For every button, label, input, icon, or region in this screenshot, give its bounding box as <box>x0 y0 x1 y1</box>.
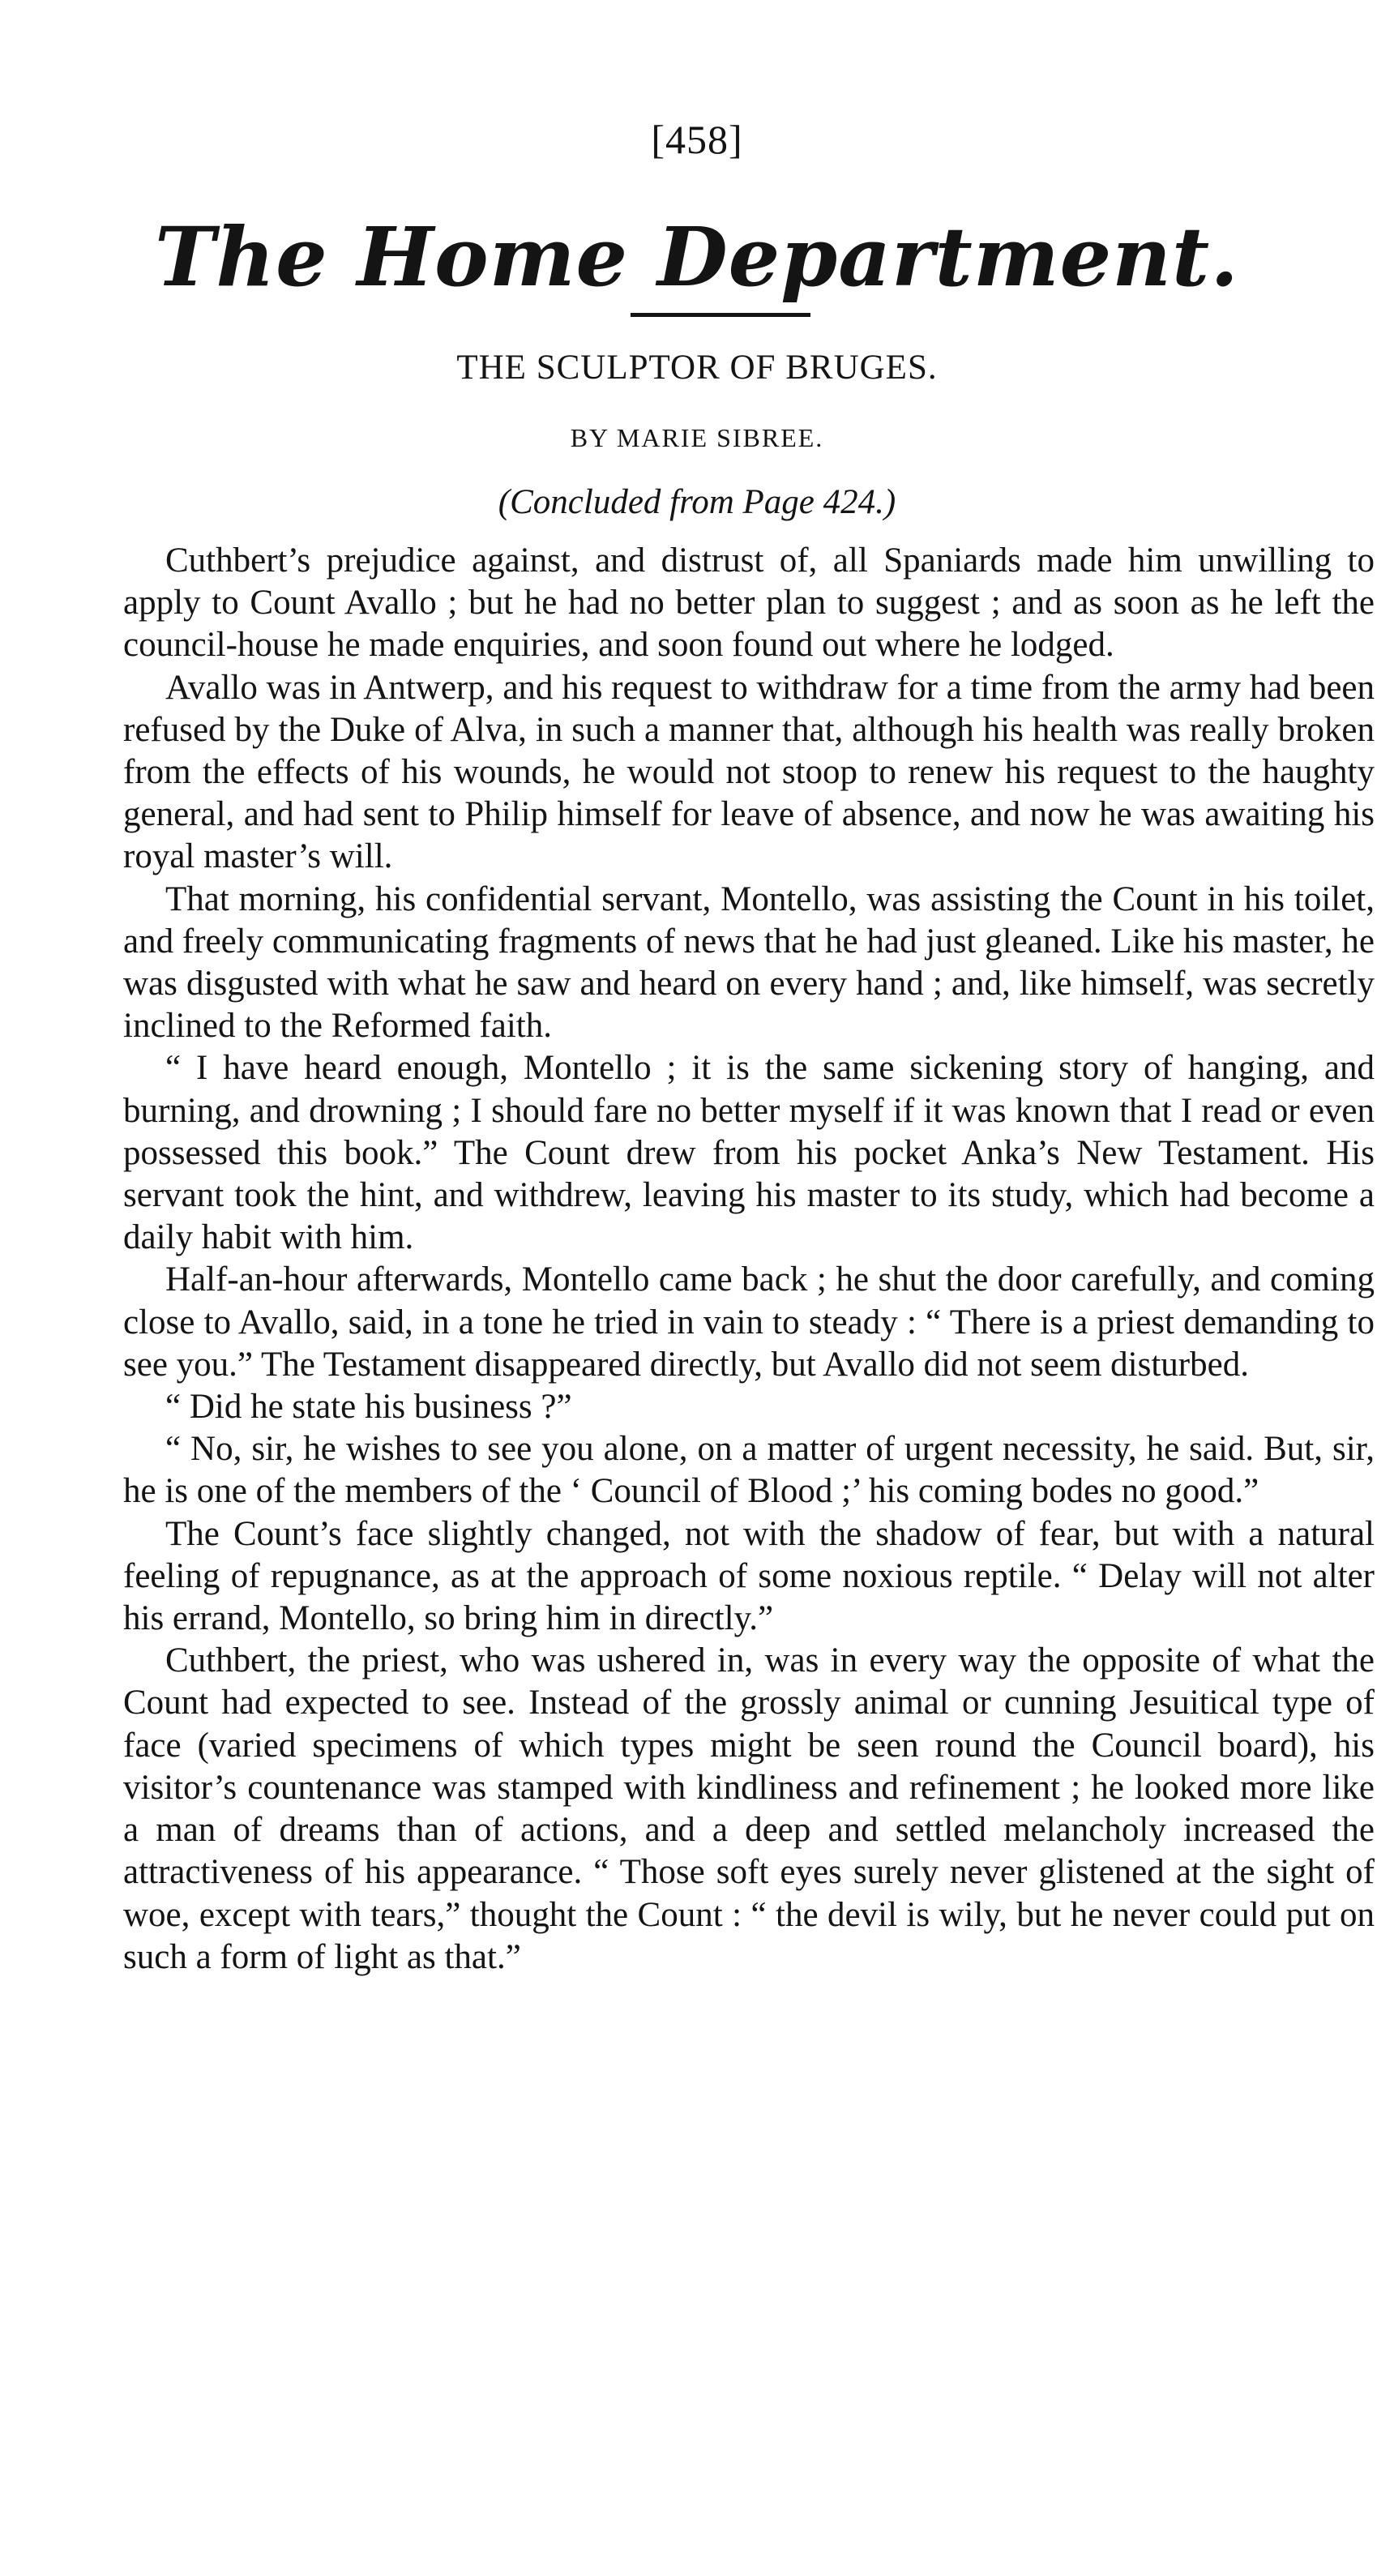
body-paragraph: “ No, sir, he wishes to see you alone, on a matter of urgent necessity, he said. But, sir, he is one of the members of the ‘ Council of Blood ;’ his coming bodes no good.” <box>123 1430 1375 1511</box>
body-paragraph: “ I have heard enough, Montello ; it is the same sickening story of hanging, and burning, and drowning ; I should fare no better myself if it was known that I read or even possessed this book.” The Count drew from his pocket Anka’s New Testament. His servant took the hint, and withdrew, leaving his master to its study, which had become a daily habit with him. <box>123 1049 1375 1257</box>
body-paragraph: “ Did he state his business ?” <box>165 1388 572 1427</box>
story-title: THE SCULPTOR OF BRUGES. <box>456 349 938 387</box>
author-byline: BY MARIE SIBREE. <box>570 423 824 452</box>
section-title: The Home Department. <box>154 209 1240 305</box>
title-divider <box>631 313 810 317</box>
body-paragraph: Avallo was in Antwerp, and his request to withdraw for a time from the army had been refused by the Duke of Alva, in such a manner that, although his health was really broken from the effects of his wounds, he would not stoop to renew his request to the haughty general, and had sent to Philip himself for leave of absence, and now he was awaiting his royal master’s will. <box>123 668 1375 876</box>
continuation-note: (Concluded from Page 424.) <box>498 483 896 521</box>
article-body <box>123 540 1375 1979</box>
body-paragraph: Cuthbert’s prejudice against, and distrust of, all Spaniards made him unwilling to apply to Count Avallo ; but he had no better plan to suggest ; and as soon as he left the council-house he made enquiries, and soon found out where he lodged. <box>123 541 1375 665</box>
page-number: [458] <box>651 117 743 162</box>
body-paragraph: That morning, his confidential servant, Montello, was assisting the Count in his toilet, and freely communicating fragments of news that he had just gleaned. Like his master, he was disgusted with what he saw and heard on every hand ; and, like himself, was secretly inclined to the Reformed faith. <box>123 879 1375 1046</box>
body-paragraph: The Count’s face slightly changed, not with the shadow of fear, but with a natural feeling of repugnance, as at the approach of some noxious reptile. “ Delay will not alter his errand, Montello, so bring him in directly.” <box>123 1514 1375 1638</box>
body-paragraph: Cuthbert, the priest, who was ushered in, was in every way the opposite of what the Count had expected to see. Instead of the grossly animal or cunning Jesuitical type of face (varied specimens of which types might be seen round the Council board), his visitor’s countenance was stamped with kindliness and refinement ; he looked more like a man of dreams than of actions, and a deep and settled melancholy increased the attractiveness of his appearance. “ Those soft eyes surely never glistened at the sight of woe, except with tears,” thought the Count : “ the devil is wily, but he never could put on such a form of light as that.” <box>123 1641 1375 1976</box>
body-paragraph: Half-an-hour afterwards, Montello came back ; he shut the door carefully, and coming close to Avallo, said, in a tone he tried in vain to steady : “ There is a priest demanding to see you.” The Testament disappeared directly, but Avallo did not seem disturbed. <box>123 1260 1375 1384</box>
